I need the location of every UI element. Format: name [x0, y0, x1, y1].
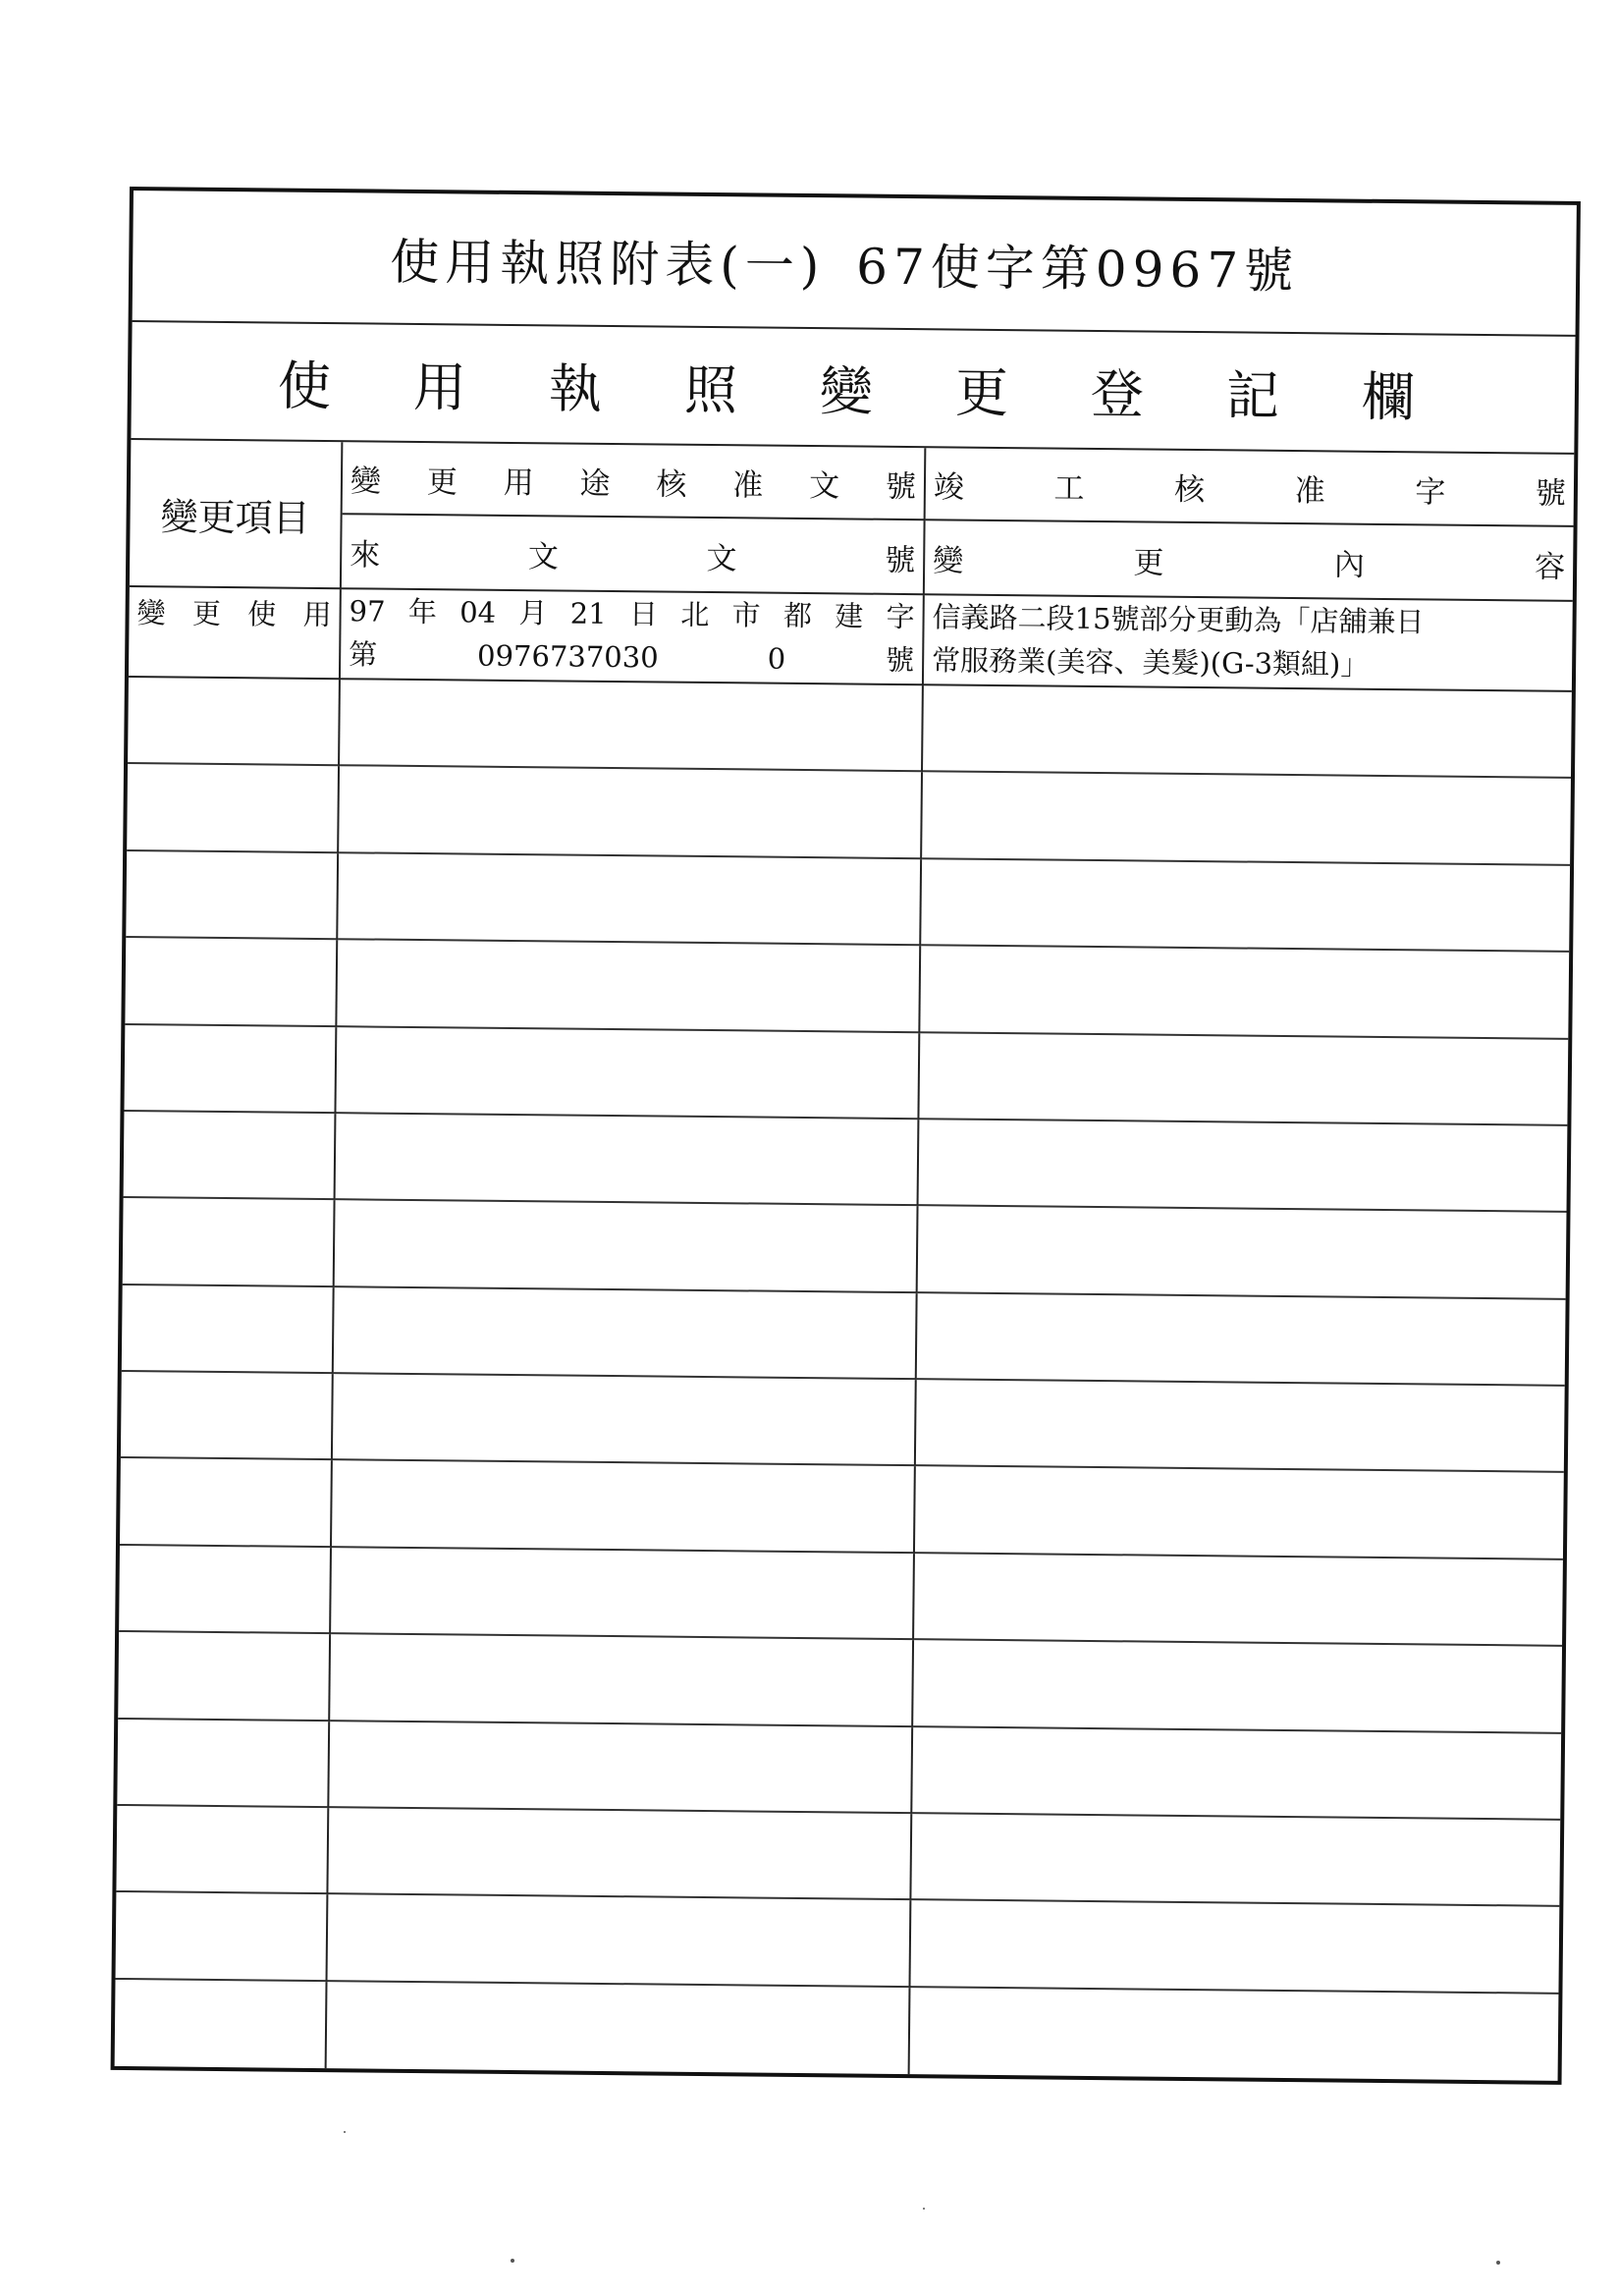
empty-row-cell — [913, 1640, 1562, 1733]
empty-row-cell — [921, 859, 1570, 953]
header-incoming-doc-no — [342, 515, 926, 595]
empty-row-cell — [122, 1285, 335, 1375]
record-doc-no-line2 — [341, 632, 922, 682]
empty-row-cell — [332, 1461, 916, 1554]
empty-row-cell — [116, 1892, 329, 1982]
empty-row-cell — [121, 1372, 334, 1461]
empty-row-cell — [124, 1024, 337, 1114]
record-content-line1-text: 信義路二段15號部分更動為「店舖兼日 — [932, 600, 1425, 639]
empty-row-cell — [123, 1198, 336, 1287]
empty-row-cell — [340, 680, 924, 772]
empty-row-cell — [916, 1380, 1565, 1473]
empty-row-cell — [128, 678, 341, 767]
empty-row-cell — [336, 1027, 920, 1120]
empty-row-cell — [920, 946, 1569, 1039]
empty-row-cell — [118, 1632, 331, 1722]
record-content-line2-text: 常服務業(美容、美髮)(G-3類組)」 — [931, 643, 1370, 682]
empty-row-cell — [328, 1808, 912, 1900]
empty-row-cell — [124, 1112, 337, 1201]
empty-row-cell — [919, 1120, 1568, 1213]
empty-row-cell — [338, 853, 922, 946]
form-subtitle-text: 使用執照變更登記欄 — [277, 355, 1498, 429]
scan-speck — [344, 2131, 346, 2133]
empty-row-cell — [127, 764, 340, 853]
empty-row-cell — [120, 1458, 333, 1548]
record-doc-no-cell — [341, 589, 925, 685]
empty-row-cell — [337, 940, 921, 1032]
form-title-text: 使用執照附表(一) 67使字第0967號 — [390, 233, 1300, 301]
empty-row-cell — [910, 1988, 1559, 2081]
record-content-cell — [924, 595, 1573, 692]
empty-row-cell — [329, 1722, 913, 1814]
empty-row-cell — [912, 1727, 1561, 1821]
empty-row-cell — [125, 938, 338, 1027]
record-content-line1 — [924, 595, 1572, 645]
record-doc-no-line1-text: 97年04月21日北市都建字 — [349, 594, 915, 634]
registration-form — [111, 187, 1581, 2085]
header-change-item — [130, 440, 344, 589]
empty-row-cell — [915, 1467, 1564, 1560]
empty-row-cell — [918, 1206, 1567, 1299]
scan-speck — [923, 2208, 925, 2210]
empty-row-cell — [914, 1554, 1563, 1647]
empty-row-cell — [334, 1287, 918, 1380]
empty-row-cell — [333, 1374, 917, 1466]
empty-row-cell — [117, 1719, 330, 1808]
scan-speck — [1496, 2261, 1500, 2265]
empty-row-cell — [328, 1894, 912, 1987]
header-change-item-label: 變更項目 — [160, 494, 310, 540]
header-change-content-label: 變更內容 — [933, 542, 1566, 585]
empty-row-cell — [923, 685, 1572, 779]
empty-row-cell — [922, 773, 1571, 866]
empty-row-cell — [339, 767, 923, 859]
empty-row-cell — [331, 1548, 915, 1640]
empty-row-cell — [116, 1806, 329, 1895]
header-completion-no-label: 竣工核准字號 — [933, 468, 1567, 512]
empty-row-cell — [910, 1900, 1559, 1994]
header-approval-doc-no — [343, 442, 927, 520]
empty-row-cell — [917, 1293, 1566, 1387]
header-incoming-doc-no-label: 來文文號 — [350, 536, 916, 578]
form-subtitle — [131, 322, 1575, 455]
record-item: 變更使用 — [136, 596, 332, 632]
record-doc-no-line1 — [341, 589, 922, 638]
empty-row-cell — [911, 1814, 1560, 1907]
header-approval-doc-no-label: 變更用途核准文號 — [350, 463, 917, 505]
record-item-cell — [129, 587, 342, 680]
empty-row-cell — [335, 1200, 919, 1292]
empty-row-cell — [919, 1033, 1568, 1126]
empty-row-cell — [336, 1114, 920, 1206]
empty-row-cell — [330, 1634, 914, 1726]
empty-row-cell — [115, 1980, 328, 2069]
empty-row-cell — [119, 1546, 332, 1635]
empty-row-cell — [327, 1982, 911, 2074]
empty-row-cell — [126, 851, 339, 941]
header-change-content — [925, 520, 1574, 602]
header-completion-no — [926, 448, 1575, 527]
form-title — [133, 191, 1577, 337]
record-doc-no-line2-text: 第0976737030 0號 — [349, 637, 915, 678]
scan-speck — [511, 2259, 514, 2263]
record-content-line2 — [924, 638, 1572, 688]
